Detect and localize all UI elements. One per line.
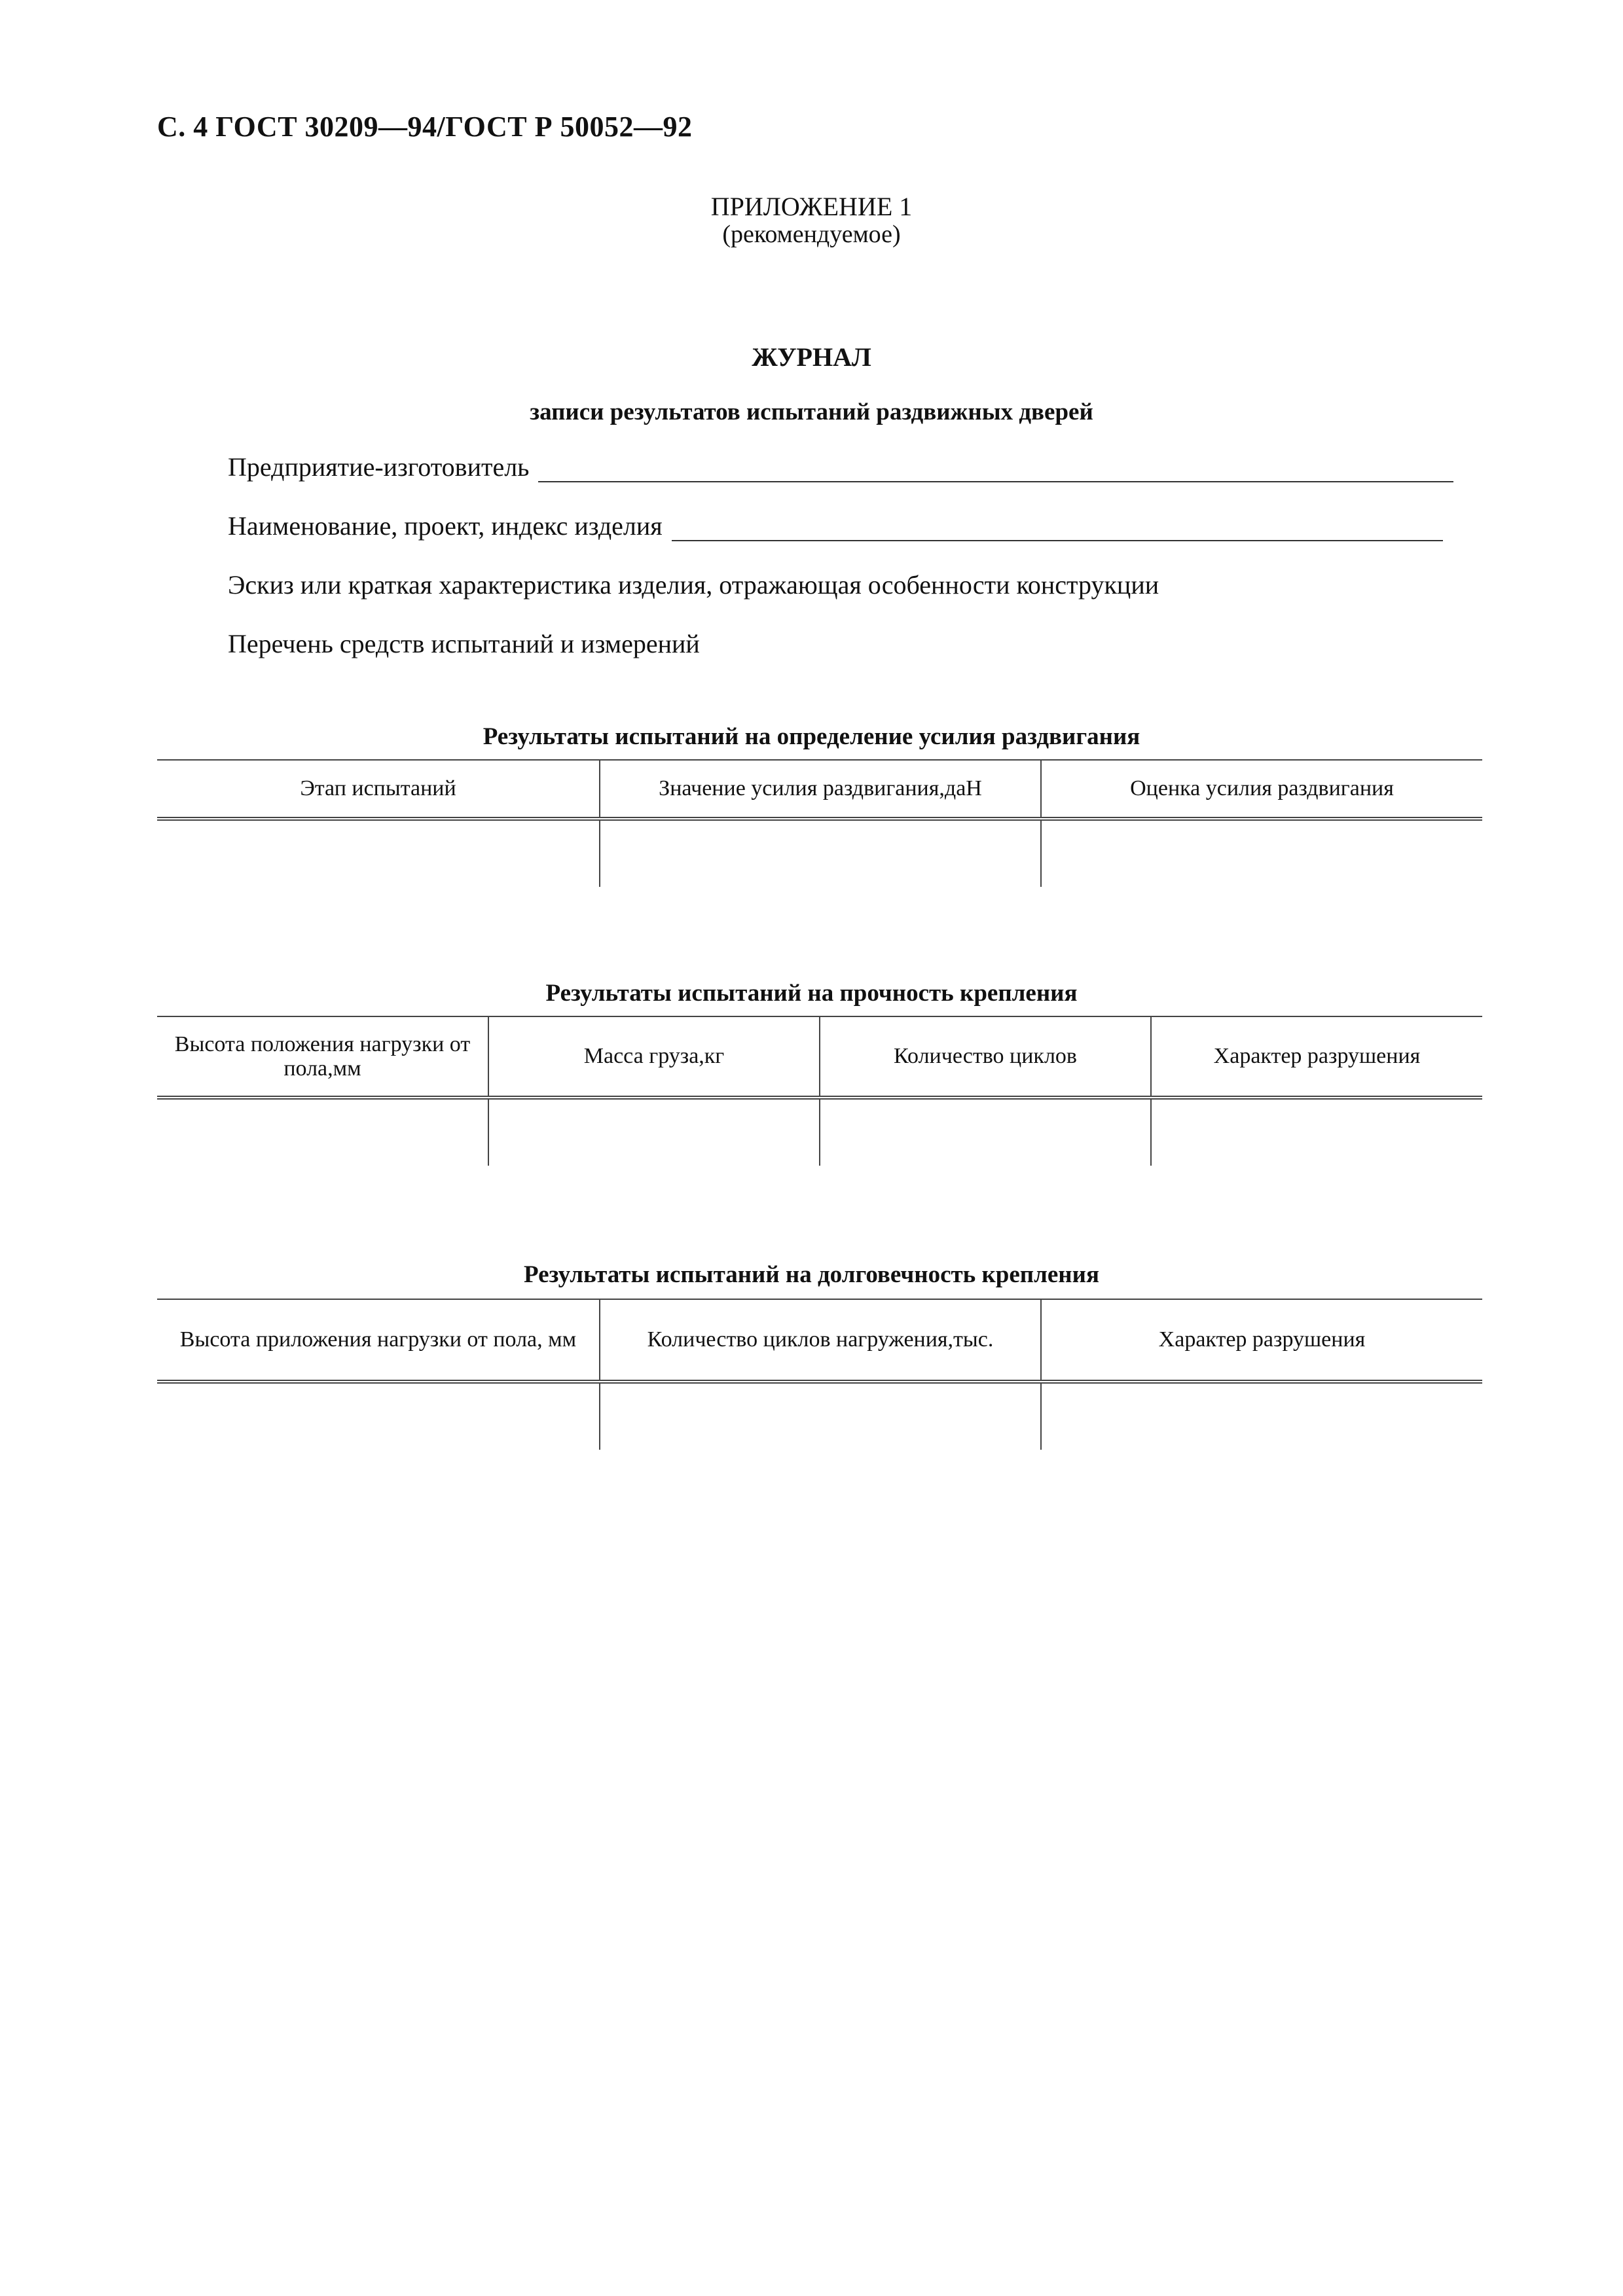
fastening-strength-table-title: Результаты испытаний на прочность крепления — [545, 980, 1078, 1007]
sliding-force-table — [157, 759, 1482, 887]
sliding-force-table-title: Результаты испытаний на определение усилия раздвигания — [483, 723, 1140, 750]
table-cell[interactable] — [600, 1382, 1041, 1450]
table-cell[interactable] — [820, 1098, 1151, 1166]
product-name-field — [228, 511, 1443, 541]
sketch-label: Эскиз или краткая характеристика изделия, отражающая особенности конструкции — [228, 570, 1159, 600]
table-row — [157, 1098, 1482, 1166]
manufacturer-blank-line[interactable] — [538, 457, 1453, 482]
journal-subtitle: записи результатов испытаний раздвижных дверей — [530, 399, 1093, 425]
table-cell[interactable] — [1041, 1382, 1482, 1450]
column-header: Количество циклов нагружения,тыс. — [600, 1299, 1041, 1382]
column-header: Значение усилия раздвигания,даН — [600, 760, 1041, 819]
manufacturer-label: Предприятие-изготовитель — [228, 452, 530, 482]
table-cell[interactable] — [157, 819, 600, 887]
table-cell[interactable] — [157, 1382, 600, 1450]
appendix-note: (рекомендуемое) — [722, 221, 901, 248]
instruments-field — [228, 628, 700, 659]
product-name-blank-line[interactable] — [672, 516, 1443, 541]
fastening-durability-table-title: Результаты испытаний на долговечность крепления — [524, 1261, 1099, 1288]
product-name-label: Наименование, проект, индекс изделия — [228, 511, 663, 541]
manufacturer-field — [228, 452, 1453, 482]
table-cell[interactable] — [157, 1098, 488, 1166]
column-header: Этап испытаний — [157, 760, 600, 819]
table-row — [157, 1382, 1482, 1450]
sketch-field — [228, 569, 1159, 600]
column-header: Характер разрушения — [1041, 1299, 1482, 1382]
instruments-label: Перечень средств испытаний и измерений — [228, 629, 700, 658]
appendix-title: ПРИЛОЖЕНИЕ 1 — [710, 192, 913, 221]
column-header: Оценка усилия раздвигания — [1041, 760, 1482, 819]
column-header: Высота положения нагрузки от пола,мм — [157, 1016, 488, 1098]
page-header: С. 4 ГОСТ 30209—94/ГОСТ Р 50052—92 — [157, 111, 693, 143]
journal-title: ЖУРНАЛ — [752, 342, 871, 372]
column-header: Характер разрушения — [1151, 1016, 1482, 1098]
column-header: Количество циклов — [820, 1016, 1151, 1098]
fastening-durability-table — [157, 1299, 1482, 1450]
table-cell[interactable] — [600, 819, 1041, 887]
table-cell[interactable] — [488, 1098, 820, 1166]
table-cell[interactable] — [1151, 1098, 1482, 1166]
table-row — [157, 819, 1482, 887]
table-cell[interactable] — [1041, 819, 1482, 887]
fastening-strength-table — [157, 1016, 1482, 1166]
column-header: Высота приложения нагрузки от пола, мм — [157, 1299, 600, 1382]
column-header: Масса груза,кг — [488, 1016, 820, 1098]
